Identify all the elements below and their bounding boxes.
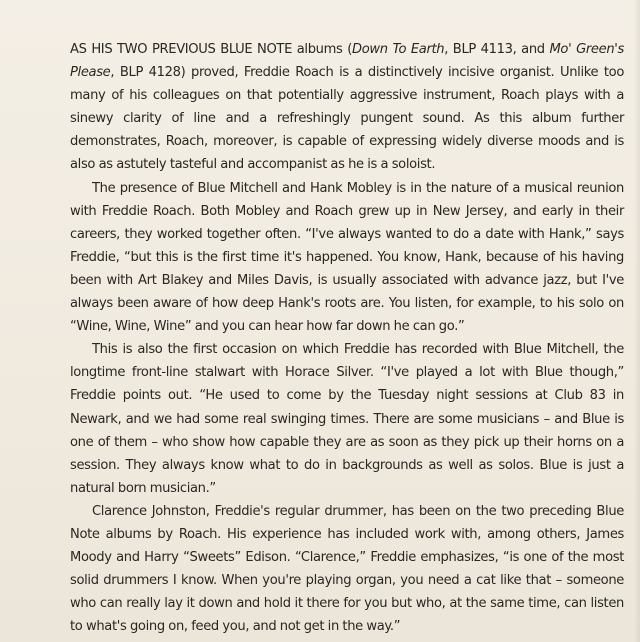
paragraph-2: The presence of Blue Mitchell and Hank Mobley is in the nature of a musical reunion with Freddie Roach. Both Mobley and Roach grew up in New Jersey, and early in their careers, they worked together often. “I've always wanted to do a date with Hank,” says Freddie, “but this is the first time it's happened. You know, Hank, because of his having been with Art Blakey and Miles Davis, is usually associated with advance jazz, but I've always been aware of how deep Hank's roots are. You listen, for example, to his solo on “Wine, Wine, Wine” and you can hear how far down he can go.” [70,180,624,335]
paragraph-3: This is also the first occasion on which Freddie has recorded with Blue Mitchell, the longtime front-line stalwart with Horace Silver. “I've played a lot with Blue though,” Freddie points out. “He used to come by the Tuesday night sessions at Club 83 in Newark, and we had some real swinging times. There are some musicians – and Blue is one of them – who show how capable they are as soon as they pick up their horns on a session. They always know what to do in backgrounds as well as solos. Blue is just a natural born musician.” [70,342,624,496]
liner-notes-text [70,38,624,638]
paragraph-1-body: , BLP 4128) proved, Freddie Roach is a distinctively incisive organist. Unlike too many of his colleagues on that potentially aggressive instrument, Roach plays with a sinewy clarity of line and a refreshingly pungent sound. As this album further demonstrates, Roach, moreover, is capable of expressing widely diverse moods and is also as astutely tasteful and accompanist as he is a soloist. [70,65,624,173]
paragraph-4: Clarence Johnston, Freddie's regular drummer, has been on the two preceding Blue Note albums by Roach. His experience has included work with, among others, James Moody and Harry “Sweets” Edison. “Clarence,” Freddie emphasizes, “is one of the most solid drummers I know. When you're playing organ, you need a cat like that – someone who can really lay it down and hold it there for you but who, at the same time, can listen to what's going on, feed you, and not get in the way.” [70,503,624,635]
paragraph-1 [70,38,624,177]
page-edge-shadow [634,0,640,642]
paragraph-1-catalog-1: , BLP 4113, and [444,42,550,57]
paragraph-1-lead: AS HIS TWO PREVIOUS BLUE NOTE albums ( [70,42,352,57]
album-title-mo-greens-please: Mo' Green's Please [70,42,624,81]
album-title-down-to-earth: Down To Earth [352,42,445,57]
